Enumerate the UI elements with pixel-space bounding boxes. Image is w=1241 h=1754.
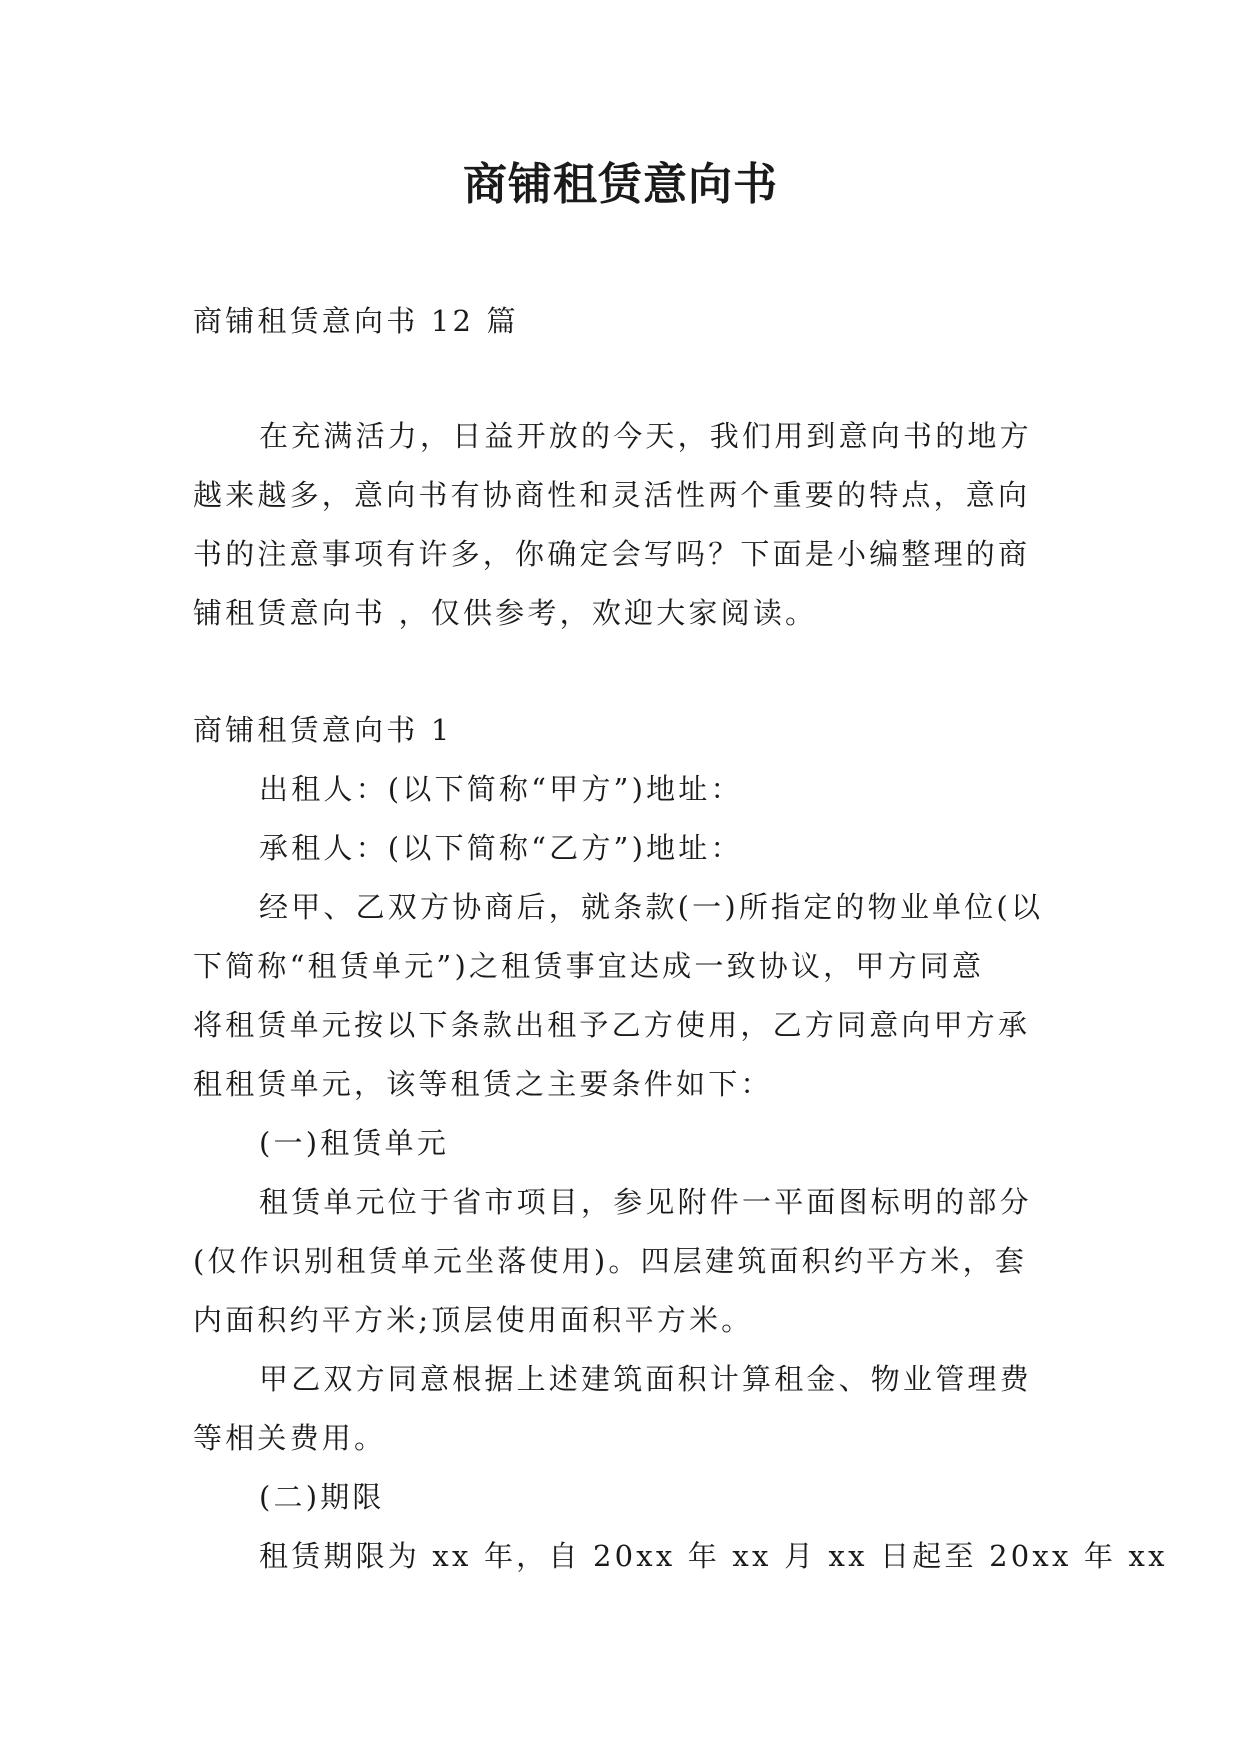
intro-line: 越来越多，意向书有协商性和灵活性两个重要的特点，意向 bbox=[193, 478, 1031, 512]
lessee-line: 承租人：(以下简称“乙方”)地址： bbox=[259, 831, 743, 865]
intro-paragraph bbox=[193, 407, 1053, 643]
section-heading: 商铺租赁意向书 1 bbox=[193, 713, 453, 747]
intro-line: 铺租赁意向书 ，仅供参考，欢迎大家阅读。 bbox=[193, 596, 818, 630]
agreement-line: 租租赁单元，该等租赁之主要条件如下： bbox=[193, 1067, 773, 1101]
clause1-area-line: 等相关费用。 bbox=[193, 1421, 387, 1455]
document-body bbox=[193, 292, 1168, 1586]
intro-line: 在充满活力，日益开放的今天，我们用到意向书的地方 bbox=[259, 419, 1032, 453]
document-title: 商铺租赁意向书 bbox=[463, 159, 778, 210]
clause-heading: (二)期限 bbox=[259, 1480, 385, 1514]
clause1-line: 租赁单元位于省市项目，参见附件一平面图标明的部分 bbox=[259, 1185, 1032, 1219]
clause1-line: (仅作识别租赁单元坐落使用)。四层建筑面积约平方米，套 bbox=[193, 1244, 1028, 1278]
clause1-paragraph bbox=[193, 1173, 1053, 1350]
agreement-line: 将租赁单元按以下条款出租予乙方使用，乙方同意向甲方承 bbox=[193, 1008, 1031, 1042]
lessor-line: 出租人：(以下简称“甲方”)地址： bbox=[259, 772, 743, 806]
agreement-line: 经甲、乙双方协商后，就条款(一)所指定的物业单位(以 bbox=[259, 890, 1044, 924]
clause-heading: (一)租赁单元 bbox=[259, 1126, 450, 1160]
clause1-area-paragraph bbox=[193, 1350, 1053, 1468]
agreement-line: 下简称“租赁单元”)之租赁事宜达成一致协议，甲方同意 bbox=[193, 949, 985, 983]
clause1-line: 内面积约平方米;顶层使用面积平方米。 bbox=[193, 1303, 754, 1337]
clause2-paragraph bbox=[193, 1527, 1168, 1586]
agreement-paragraph bbox=[193, 878, 1053, 1114]
clause1-area-line: 甲乙双方同意根据上述建筑面积计算租金、物业管理费 bbox=[259, 1362, 1032, 1396]
intro-line: 书的注意事项有许多，你确定会写吗？下面是小编整理的商 bbox=[193, 537, 1031, 571]
clause2-line: 租赁期限为 xx 年，自 20xx 年 xx 月 xx 日起至 20xx 年 xx bbox=[259, 1539, 1168, 1573]
document-subtitle: 商铺租赁意向书 12 篇 bbox=[193, 304, 519, 338]
